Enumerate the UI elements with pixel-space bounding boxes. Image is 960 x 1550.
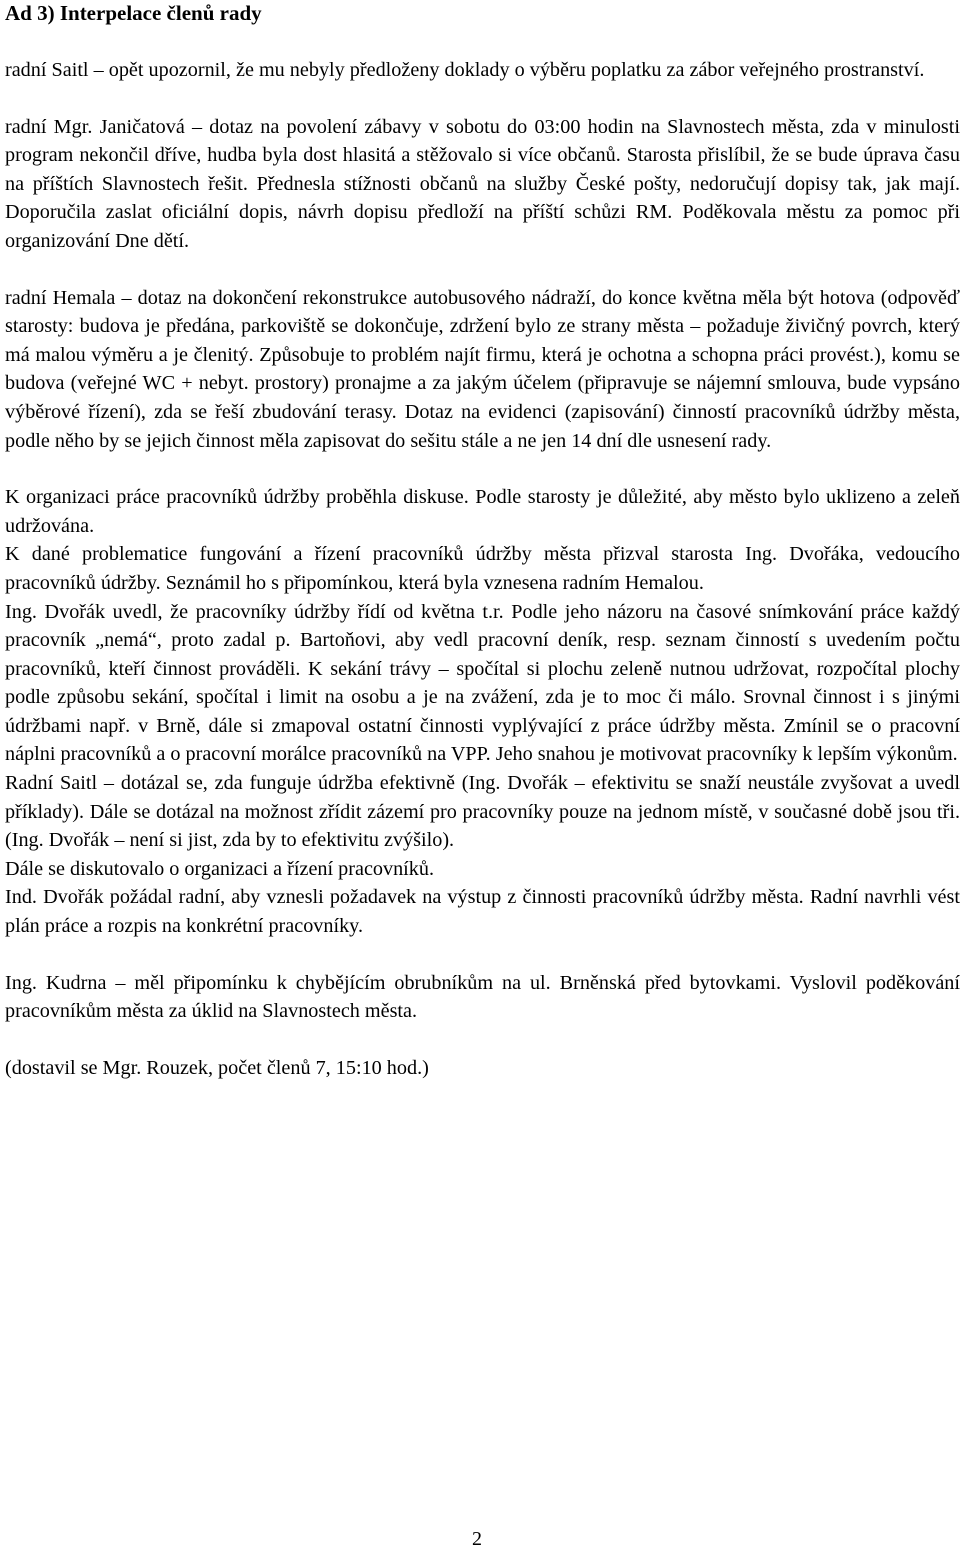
paragraph-kudrna: Ing. Kudrna – měl připomínku k chybějícím obrubníkům na ul. Brněnská před bytovkami. Vyslovil poděkování pracovníkům města za úklid na Slavnostech města.	[5, 971, 960, 1023]
paragraph-diskuse-organizace: Dále se diskutovalo o organizaci a řízení pracovníků.	[5, 857, 435, 880]
section-heading: Ad 3) Interpelace členů rady	[5, 1, 262, 25]
paragraph-saitl: radní Saitl – opět upozornil, že mu nebyly předloženy doklady o výběru poplatku za zábor veřejného prostranství.	[5, 59, 925, 81]
spacer	[5, 1026, 960, 1054]
paragraph-dvorak-prizvan: K dané problematice fungování a řízení pracovníků údržby města přizval starosta Ing. Dvořáka, vedoucího pracovníků údržby. Seznámil ho s připomínkou, která byla vznesena radním Hemalou.	[5, 543, 960, 594]
spacer	[5, 455, 960, 483]
document-page	[5, 0, 960, 1082]
paragraph-dostavil: (dostavil se Mgr. Rouzek, počet členů 7, 15:10 hod.)	[5, 1056, 429, 1079]
paragraph-diskuse: K organizaci práce pracovníků údržby proběhla diskuse. Podle starosty je důležité, aby město bylo uklizeno a zeleň udržována.	[5, 486, 960, 537]
spacer	[5, 941, 960, 969]
paragraph-dvorak-pozadal: Ind. Dvořák požádal radní, aby vznesli požadavek na výstup z činnosti pracovníků údržby města. Radní navrhli vést plán práce a rozpis na konkrétní pracovníky.	[5, 886, 960, 938]
paragraph-hemala: radní Hemala – dotaz na dokončení rekonstrukce autobusového nádraží, do konce května měla být hotova (odpověď starosty: budova je předána, parkoviště se dokončuje, zdržení bylo ze strany města – požaduje živičný povrch, který má malou výměru a je členitý. Způsobuje to problém najít firmu, která je ochotna a schopna práci provést.), komu se budova (veřejné WC + nebyt. prostory) pronajme a za jakým účelem (připravuje se nájemní smlouva, bude vypsáno výběrové řízení), zda se řeší zbudování terasy. Dotaz na evidenci (zapisování) činností pracovníků údržby města, podle něho by se jejich činnost měla zapisovat do sešitu stále a ne jen 14 dní dle usnesení rady.	[5, 286, 960, 452]
spacer	[5, 85, 960, 113]
paragraph-saitl-dotaz: Radní Saitl – dotázal se, zda funguje údržba efektivně (Ing. Dvořák – efektivitu se snaží neustále zvyšovat a uvedl příklady). Dále se dotázal na možnost zřídit zázemí pro pracovníky pouze na jednom místě, v současné době jsou tři. (Ing. Dvořák – není si jist, zda by to efektivitu zvýšilo).	[5, 772, 960, 852]
paragraph-janicatova: radní Mgr. Janičatová – dotaz na povolení zábavy v sobotu do 03:00 hodin na Slavnostech města, zda v minulosti program nekončil dříve, hudba byla dost hlasitá a stěžovalo si více občanů. Starosta přislíbil, že se bude úprava času na příštích Slavnostech řešit. Přednesla stížnosti občanů na služby České pošty, nedoručují dopisy tak, jak mají. Doporučila zaslat oficiální dopis, návrh dopisu předloží na příští schůzi RM. Poděkovala městu za pomoc při organizování Dne dětí.	[5, 115, 960, 252]
page-number: 2	[472, 1528, 482, 1550]
paragraph-dvorak-uvedl: Ing. Dvořák uvedl, že pracovníky údržby řídí od května t.r. Podle jeho názoru na časové snímkování práce každý pracovník „nemá“, proto zadal p. Bartoňovi, aby vedl pracovní deník, resp. seznam činností s uvedením počtu pracovníků, kteří činnost prováděli. K sekání trávy – spočítal si plochu zeleně nutnou udržovat, rozpočítal plochy podle způsobu sekání, spočítal i limit na osobu a je na zvážení, zda je to moc či málo. Srovnal činnost i s jinými údržbami např. v Brně, dále si zmapoval ostatní činnosti vyplývající z práce údržby města. Zmínil se o pracovní náplni pracovníků a o pracovní morálce pracovníků na VPP. Jeho snahou je motivovat pracovníky k lepším výkonům.	[5, 600, 960, 766]
spacer	[5, 26, 960, 56]
spacer	[5, 256, 960, 284]
